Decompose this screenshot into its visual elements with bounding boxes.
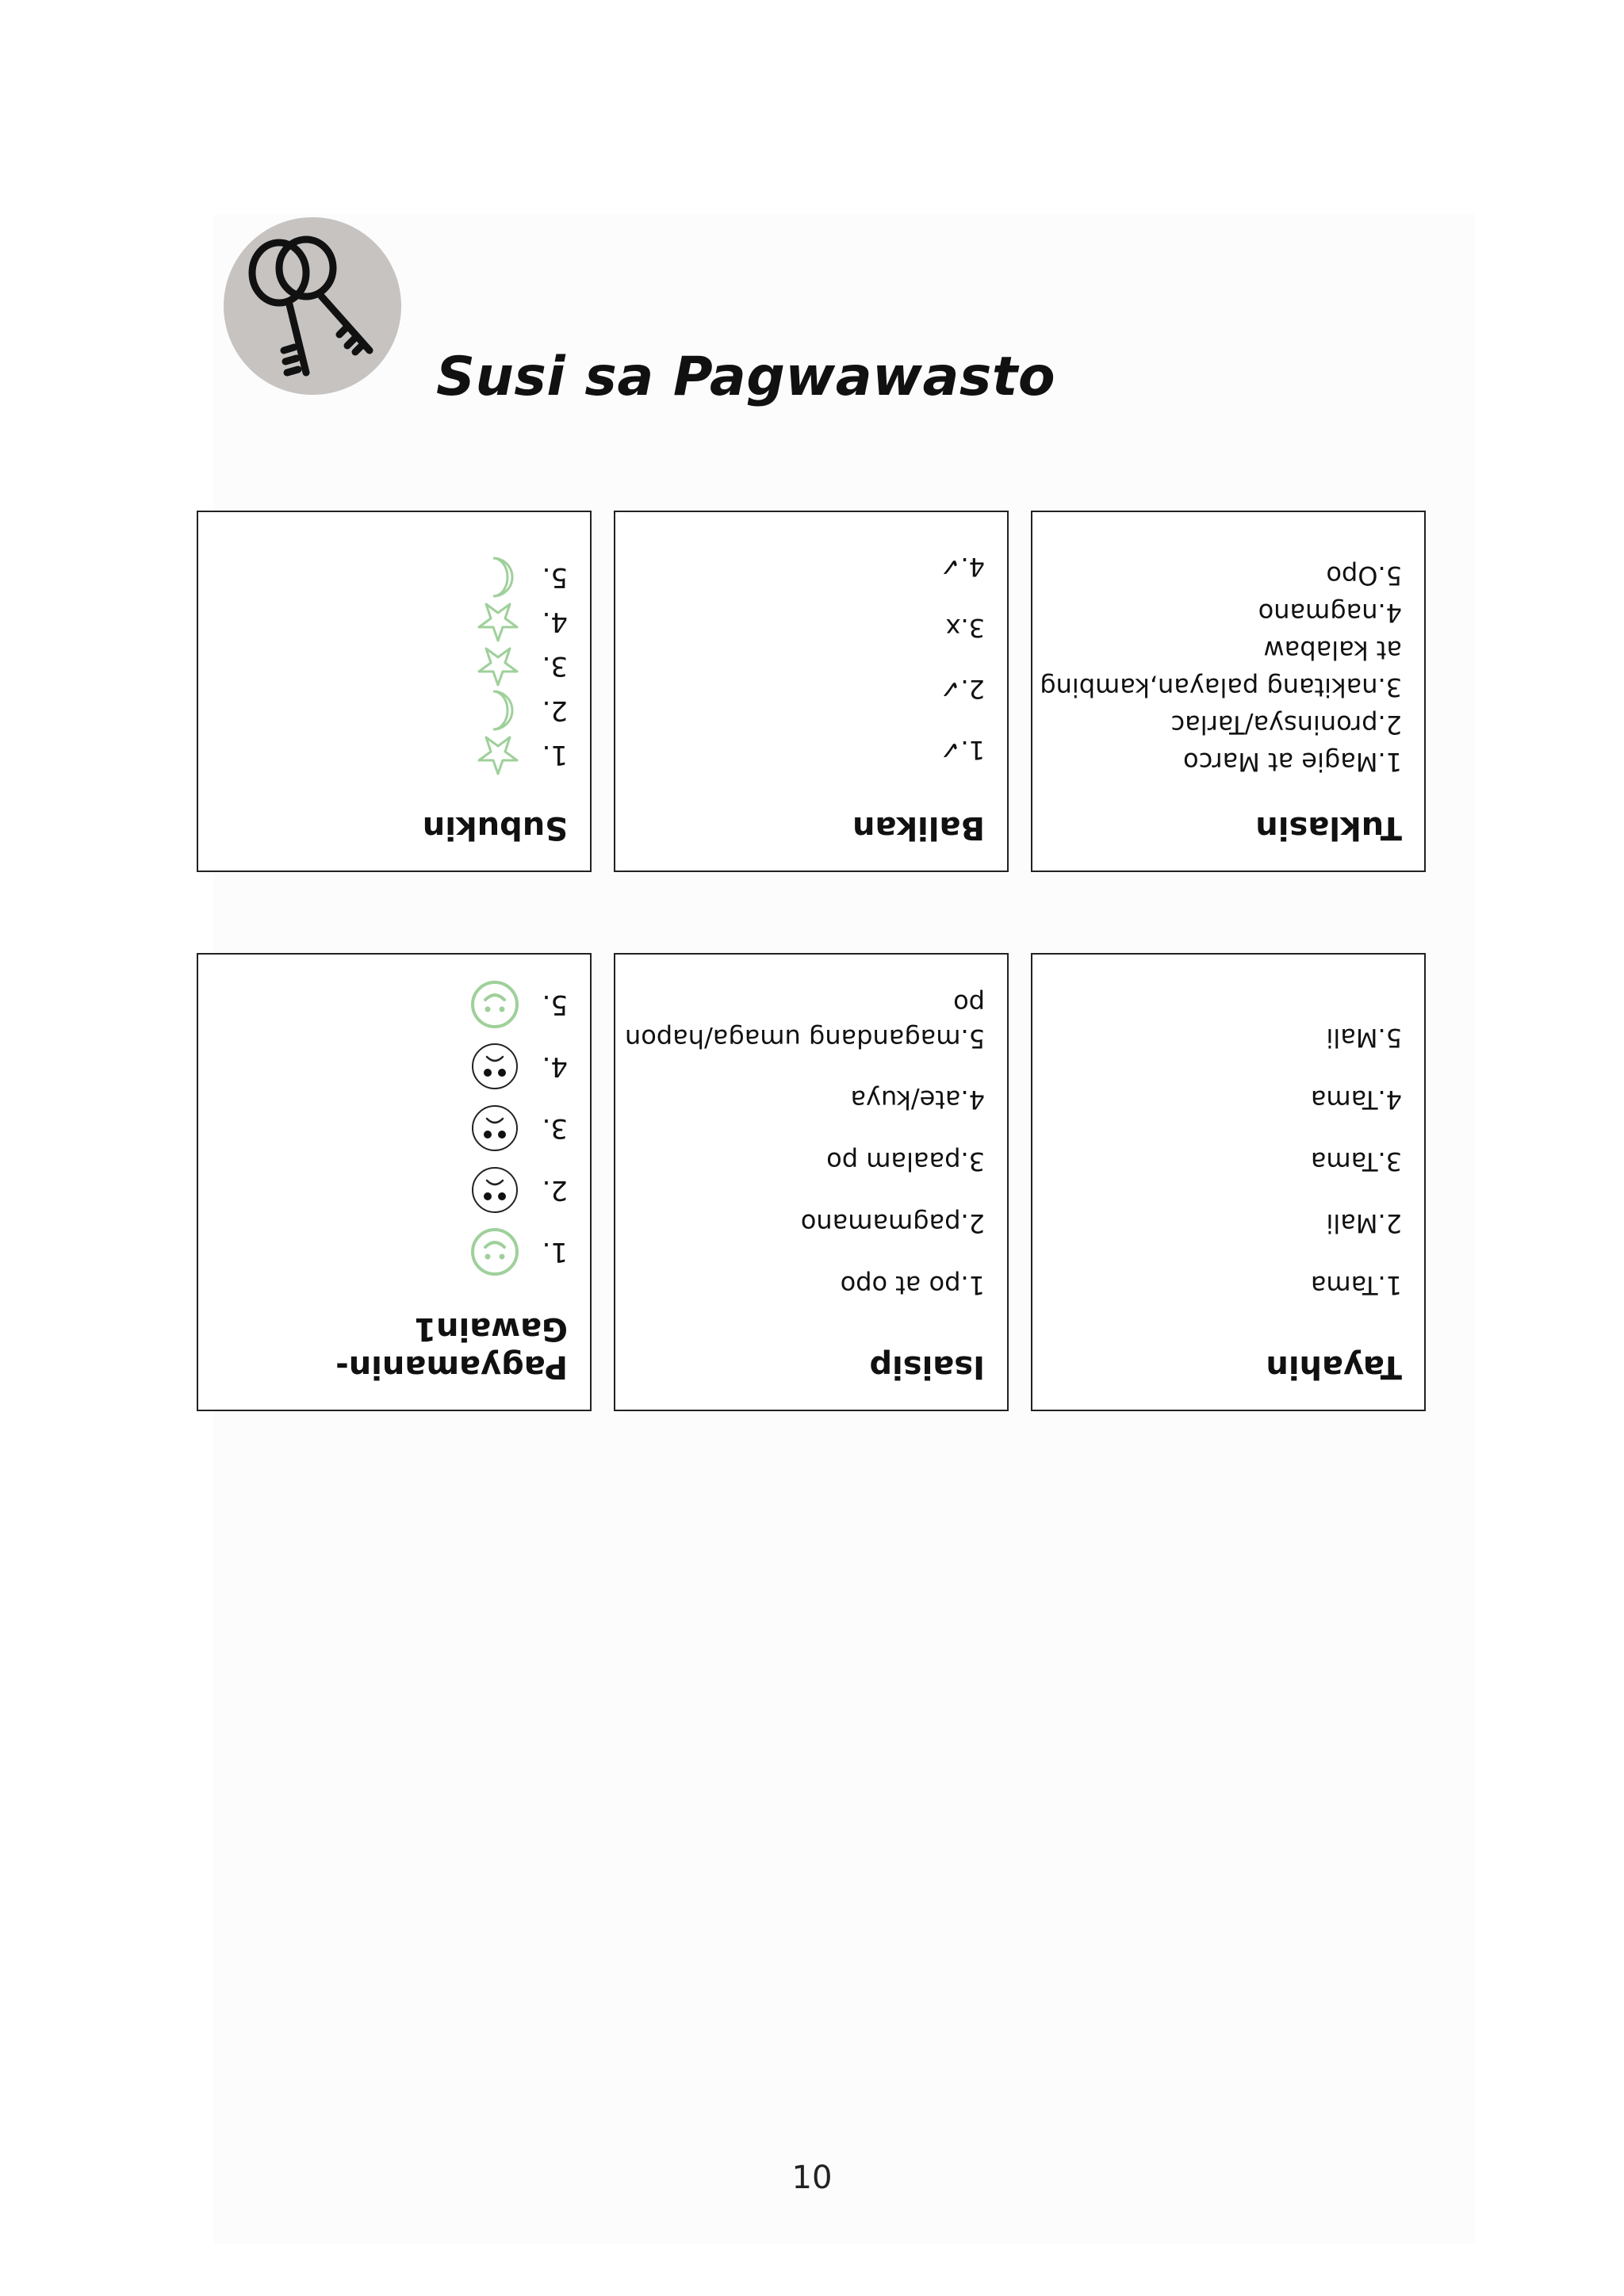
card-title-line: Pagyamanin- bbox=[335, 1349, 568, 1385]
list-item: 3.nakitang palayan,kambing bbox=[1040, 672, 1402, 702]
card-title: Isaisip bbox=[869, 1349, 985, 1385]
moon-icon bbox=[476, 688, 520, 733]
list-item: 4.Tama bbox=[1310, 1085, 1402, 1115]
item-number: 5. bbox=[542, 989, 568, 1020]
card-title bbox=[335, 1310, 568, 1386]
list-item: 4.✓ bbox=[939, 552, 985, 582]
list-item bbox=[469, 974, 568, 1035]
card-subukin bbox=[197, 511, 592, 872]
card-title: Tayahin bbox=[1266, 1349, 1402, 1385]
list-item bbox=[476, 599, 568, 644]
list-item: po bbox=[953, 989, 985, 1019]
list-item: 2.pagmamano bbox=[800, 1208, 985, 1238]
list-item: 1.Magie at Marco bbox=[1183, 747, 1402, 777]
list-item: 5.Opo bbox=[1326, 561, 1402, 591]
sad-face-icon bbox=[469, 1041, 520, 1092]
star-icon bbox=[476, 644, 520, 688]
list-item: 1.po at opo bbox=[840, 1270, 985, 1300]
moon-icon bbox=[476, 555, 520, 599]
list-item: 2.✓ bbox=[939, 674, 985, 704]
card-title: Tuklasin bbox=[1255, 809, 1402, 846]
sad-face-icon bbox=[469, 1103, 520, 1154]
list-item bbox=[476, 733, 568, 777]
card-title: Subukin bbox=[422, 809, 568, 846]
item-number: 3. bbox=[542, 650, 568, 682]
card-tayahin bbox=[1031, 953, 1426, 1411]
list-item: 4.ate/kuya bbox=[850, 1085, 985, 1115]
star-icon bbox=[476, 599, 520, 644]
list-item bbox=[469, 1159, 568, 1221]
card-tuklasin bbox=[1031, 511, 1426, 872]
list-item bbox=[476, 555, 568, 599]
smiley-face-icon bbox=[469, 979, 520, 1030]
list-item: 1.✓ bbox=[939, 735, 985, 765]
list-item: 3.paalam po bbox=[826, 1146, 985, 1177]
card-balikan bbox=[614, 511, 1009, 872]
page-title: Susi sa Pagwawasto bbox=[436, 346, 1056, 408]
list-item: 5.magandang umaga/hapon bbox=[624, 1024, 985, 1054]
star-icon bbox=[476, 733, 520, 777]
list-item bbox=[469, 1097, 568, 1159]
list-item: 3.Tama bbox=[1310, 1146, 1402, 1177]
item-number: 2. bbox=[542, 1174, 568, 1206]
smiley-face-icon bbox=[469, 1226, 520, 1277]
list-item bbox=[469, 1035, 568, 1097]
list-item: 1.Tama bbox=[1310, 1270, 1402, 1300]
card-pagyamanin bbox=[197, 953, 592, 1411]
list-item: 2.Mali bbox=[1326, 1208, 1402, 1238]
item-number: 1. bbox=[542, 1236, 568, 1268]
item-number: 4. bbox=[542, 606, 568, 637]
list-item: 2.proninsya/Tarlac bbox=[1170, 710, 1402, 740]
list-item bbox=[476, 644, 568, 688]
card-title: Balikan bbox=[852, 809, 985, 846]
keys-icon bbox=[224, 217, 401, 395]
list-item: at kalabaw bbox=[1263, 635, 1402, 665]
item-number: 2. bbox=[542, 695, 568, 726]
item-number: 1. bbox=[542, 739, 568, 771]
list-item: 5.Mali bbox=[1326, 1023, 1402, 1053]
list-item bbox=[469, 1221, 568, 1283]
list-item: 3.x bbox=[945, 613, 985, 643]
page-number: 10 bbox=[791, 2160, 833, 2196]
item-number: 4. bbox=[542, 1050, 568, 1082]
item-number: 5. bbox=[542, 561, 568, 593]
sad-face-icon bbox=[469, 1165, 520, 1215]
list-item bbox=[476, 688, 568, 733]
list-item: 4.nagmano bbox=[1258, 598, 1402, 628]
item-number: 3. bbox=[542, 1112, 568, 1144]
card-isaisip bbox=[614, 953, 1009, 1411]
card-title-line: Gawain1 bbox=[414, 1311, 568, 1347]
